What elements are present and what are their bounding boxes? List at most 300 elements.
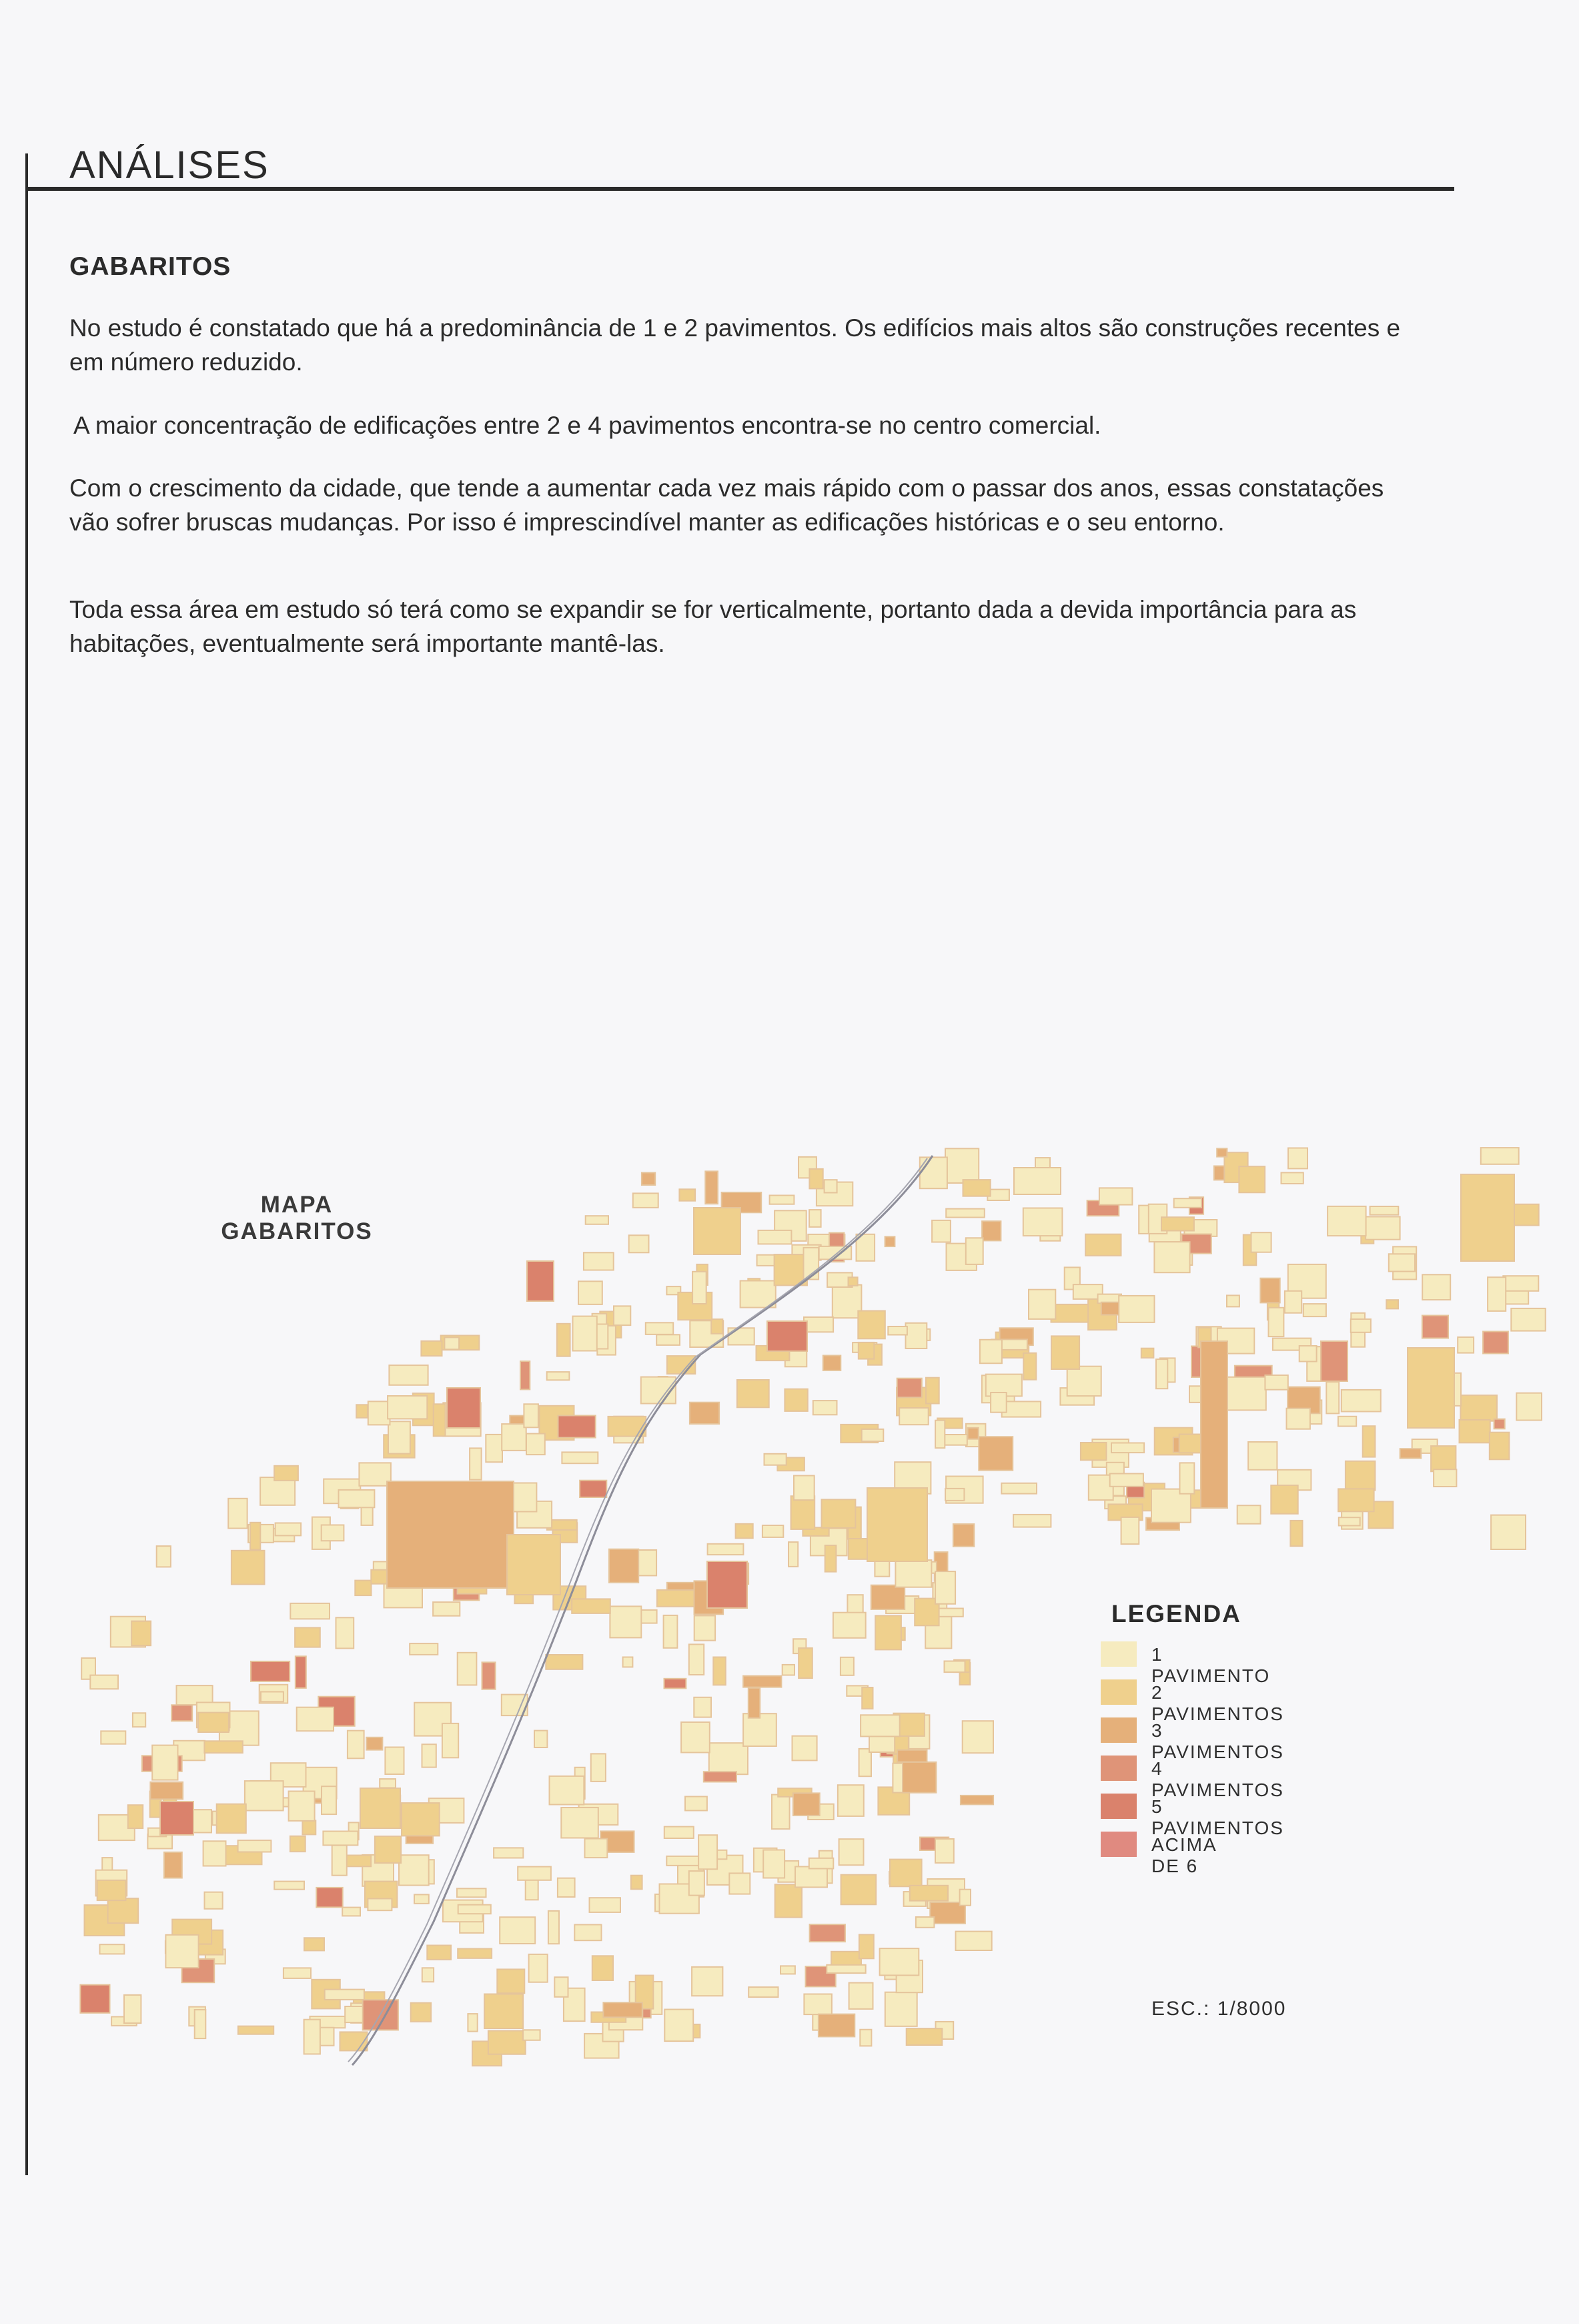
building-footprint [804,1317,833,1332]
building-footprint [1174,1198,1201,1208]
building-footprint [890,1860,922,1887]
building-footprint [527,1261,554,1301]
legend-swatch [1101,1679,1137,1705]
legend-item [1101,1679,1284,1724]
building-footprint [97,1880,126,1900]
building-footprint [1023,1208,1063,1236]
building-footprint [458,1905,491,1914]
building-footprint [1481,1148,1519,1164]
building-footprint [1342,1390,1381,1412]
building-footprint [345,1856,371,1867]
building-footprint [302,1820,316,1834]
building-footprint [198,1713,229,1732]
building-footprint [979,1437,1013,1470]
building-footprint [558,1878,575,1897]
building-footprint [1265,1375,1287,1390]
building-footprint [1085,1234,1121,1256]
building-footprint [355,1581,371,1596]
building-footprint [991,1393,1007,1413]
building-footprint [1217,1148,1227,1156]
legend-items [1101,1641,1284,1876]
building-footprint [342,1908,360,1916]
building-footprint [1227,1295,1239,1306]
building-footprint [80,1985,109,2013]
legend-label: 1 PAVIMENTO [1151,1644,1271,1686]
building-footprint [1239,1166,1265,1192]
building-footprint [387,1481,514,1588]
building-footprint [1461,1174,1514,1261]
building-footprint [664,1827,694,1838]
building-footprint [325,1990,364,2000]
building-footprint [289,1792,315,1821]
building-footprint [1029,1290,1055,1319]
building-footprint [332,1846,347,1876]
building-footprint [880,1948,919,1975]
building-footprint [895,1560,931,1587]
building-footprint [482,1662,496,1689]
building-footprint [512,1483,537,1512]
building-footprint [339,1490,375,1507]
building-footprint [885,1992,917,2026]
building-footprint [838,1785,864,1816]
building-footprint [322,1525,344,1541]
building-footprint [554,1977,568,1997]
building-footprint [748,1987,778,1997]
building-footprint [704,1772,736,1782]
building-footprint [529,1954,548,1982]
building-footprint [1460,1395,1497,1421]
building-footprint [1338,1417,1356,1427]
building-footprint [133,1713,145,1727]
building-footprint [322,1786,336,1814]
building-footprint [434,1404,446,1436]
building-footprint [849,1277,858,1286]
building-footprint [245,1781,284,1810]
legend-item [1101,1756,1284,1800]
building-footprint [580,1481,606,1497]
paragraph-2: A maior concentração de edificações entre 2 e 4 pavimentos encontra-se no centro comercial. [73,412,1101,439]
legend-swatch [1101,1641,1137,1667]
building-footprint [584,1252,614,1270]
building-footprint [1051,1304,1091,1322]
building-footprint [1363,1426,1376,1457]
building-footprint [356,1405,368,1418]
building-footprint [956,1932,992,1950]
building-footprint [932,1220,951,1242]
building-footprint [1110,1474,1143,1487]
building-footprint [1014,1168,1061,1194]
building-footprint [767,1321,807,1351]
building-footprint [131,1621,151,1646]
building-footprint [689,1871,704,1896]
building-footprint [164,1852,182,1878]
legend-label: 4 PAVIMENTOS [1151,1758,1284,1800]
building-footprint [1503,1276,1538,1291]
building-footprint [359,1463,391,1485]
legend-label: 2 PAVIMENTOS [1151,1682,1284,1724]
building-footprint [841,1657,854,1675]
building-footprint [736,1524,753,1539]
building-footprint [348,1731,364,1759]
building-footprint [867,1488,927,1561]
building-footprint [953,1524,974,1547]
building-footprint [690,1403,719,1424]
building-footprint [1389,1254,1415,1271]
building-footprint [963,1721,993,1753]
building-footprint [1338,1489,1374,1511]
building-footprint [276,1523,302,1536]
building-footprint [457,1888,486,1897]
building-footprint [572,1599,610,1613]
building-footprint [664,1615,678,1648]
building-footprint [825,1545,837,1572]
building-footprint [1287,1409,1310,1429]
building-footprint [1285,1291,1301,1313]
building-footprint [497,1969,524,1993]
building-footprint [427,1946,451,1960]
map-title [200,1192,394,1245]
building-footprint [1321,1341,1348,1381]
building-footprint [411,2003,431,2022]
building-footprint [1001,1483,1037,1494]
building-footprint [708,1544,744,1555]
building-footprint [1121,1517,1139,1544]
building-footprint [809,1169,823,1189]
building-footprint [1161,1217,1194,1230]
building-footprint [1251,1232,1271,1252]
building-footprint [1328,1206,1366,1236]
building-footprint [150,1782,183,1800]
building-footprint [871,1585,905,1609]
building-footprint [261,1692,284,1702]
building-footprint [623,1657,633,1667]
legend-item [1101,1641,1271,1686]
building-footprint [1488,1277,1506,1311]
building-footprint [1201,1341,1227,1508]
legend-swatch [1101,1717,1137,1743]
building-footprint [304,1938,324,1950]
building-footprint [238,1840,272,1852]
legend-title: LEGENDA [1111,1600,1241,1627]
legend-swatch [1101,1756,1137,1781]
map-scale: ESC.: 1/8000 [1151,1998,1287,2020]
building-footprint [171,1705,192,1721]
building-footprint [698,1835,717,1869]
building-footprint [100,1944,125,1954]
building-footprint [694,1208,740,1254]
building-footprint [402,1803,440,1836]
building-footprint [707,1561,747,1608]
building-footprint [825,1180,837,1192]
building-footprint [550,1776,584,1805]
building-footprint [795,1867,827,1888]
building-footprint [1511,1308,1545,1331]
building-footprint [827,1965,865,1973]
building-footprint [1260,1278,1279,1303]
building-footprint [770,1196,795,1204]
building-footprint [1386,1300,1398,1308]
building-footprint [888,1326,907,1335]
building-footprint [1214,1166,1224,1180]
building-footprint [1023,1353,1036,1380]
building-footprint [296,1656,306,1688]
building-footprint [421,1341,442,1356]
building-footprint [1281,1172,1303,1184]
building-footprint [916,1917,935,1928]
building-footprint [860,2030,871,2046]
building-footprint [458,1653,477,1685]
building-footprint [859,1934,874,1958]
building-footprint [1346,1461,1375,1491]
building-footprint [610,1606,641,1637]
building-footprint [316,1888,342,1908]
building-footprint [1351,1319,1371,1332]
building-footprint [204,1741,242,1753]
building-footprint [1081,1443,1107,1460]
building-footprint [557,1324,570,1357]
building-footprint [945,1661,965,1673]
building-footprint [804,1994,832,2015]
building-footprint [304,2020,320,2054]
building-footprint [191,1810,211,1832]
legend-swatch [1101,1794,1137,1819]
building-footprint [885,1236,895,1246]
building-footprint [861,1715,900,1736]
building-footprint [1431,1446,1456,1471]
building-footprint [1370,1206,1399,1215]
building-footprint [1180,1463,1195,1493]
map-title-line2: GABARITOS [221,1218,373,1244]
building-footprint [859,1342,875,1359]
building-footprint [633,1193,658,1208]
building-footprint [1269,1308,1284,1336]
building-footprint [447,1388,480,1428]
building-footprint [534,1731,547,1748]
building-footprint [920,1157,947,1188]
building-footprint [810,1924,845,1942]
building-footprint [217,1804,246,1834]
building-footprint [679,1189,695,1200]
building-footprint [743,1676,781,1687]
building-footprint [813,1401,837,1415]
building-footprint [592,1956,613,1980]
building-footprint [484,1994,523,2029]
building-footprint [946,1209,985,1218]
building-footprint [968,1428,979,1439]
building-footprint [737,1380,769,1407]
legend-item [1101,1832,1241,1876]
building-footprint [1067,1367,1101,1396]
building-footprint [585,1839,608,1858]
building-footprint [642,1173,655,1186]
building-footprint [360,1788,400,1828]
building-footprint [666,1856,700,1866]
legend-swatch [1101,1832,1137,1857]
building-footprint [859,1749,871,1776]
building-footprint [90,1675,118,1689]
building-footprint [165,1935,198,1968]
building-footprint [935,1839,954,1863]
building-footprint [1422,1316,1448,1338]
building-footprint [366,1737,382,1750]
building-footprint [458,1949,492,1958]
building-footprint [926,1378,939,1404]
building-footprint [713,1657,726,1685]
building-footprint [128,1805,143,1828]
building-footprint [152,1746,177,1780]
building-footprint [1237,1505,1261,1524]
building-footprint [1248,1442,1277,1470]
legend-item [1101,1794,1284,1838]
building-footprint [124,1995,141,2023]
building-footprint [788,1542,798,1567]
building-footprint [608,1417,646,1437]
building-footprint [689,1644,704,1675]
building-footprint [833,1285,862,1318]
building-footprint [809,1210,821,1227]
building-footprint [494,1848,523,1858]
building-footprint [433,1602,460,1616]
building-footprint [1483,1332,1508,1354]
building-footprint [762,1525,783,1537]
building-footprint [1303,1304,1326,1316]
building-footprint [295,1627,320,1647]
building-footprint [862,1687,873,1709]
building-footprint [1002,1401,1041,1417]
building-footprint [507,1535,560,1595]
building-footprint [1191,1346,1201,1378]
building-footprint [711,1319,722,1334]
building-footprint [442,1723,458,1758]
building-footprint [1460,1420,1490,1443]
building-footprint [963,1180,991,1196]
building-footprint [488,2031,526,2054]
building-footprint [862,1429,884,1441]
building-footprint [791,1496,815,1529]
building-footprint [523,2030,540,2040]
building-footprint [961,1796,993,1805]
building-footprint [664,2010,693,2042]
building-footprint [274,1466,298,1481]
building-footprint [1111,1443,1144,1453]
building-footprint [809,1858,834,1869]
building-footprint [692,1272,706,1304]
building-footprint [784,1389,807,1411]
building-footprint [399,1855,429,1885]
building-footprint [960,1890,971,1906]
building-footprint [368,1899,392,1911]
building-footprint [228,1499,247,1529]
building-footprint [486,1435,502,1462]
building-footprint [1099,1188,1133,1204]
building-footprint [897,1379,922,1398]
building-footprint [502,1424,526,1451]
building-footprint [903,1762,936,1793]
building-footprint [414,1894,429,1904]
building-footprint [656,1334,680,1345]
building-footprint [822,1499,856,1528]
building-footprint [740,1281,776,1308]
building-footprint [290,1603,330,1619]
paragraph-4: Toda essa área em estudo só terá como se expandir se for verticalmente, portanto dada a devida importância para as habitações, eventualmente será importante mantê-las. [69,596,1357,657]
building-footprint [1494,1419,1505,1429]
building-footprint [728,1328,754,1344]
building-footprint [748,1688,760,1718]
building-footprint [858,1311,885,1339]
building-footprint [274,1882,304,1890]
building-footprint [839,1839,864,1865]
building-footprint [375,1836,401,1863]
legend-label: 5 PAVIMENTOS [1151,1796,1284,1838]
building-footprint [1326,1382,1339,1413]
building-footprint [849,1983,873,2009]
building-footprint [1516,1393,1542,1421]
building-footprint [101,1731,125,1744]
building-footprint [603,2002,642,2017]
building-footprint [907,2028,943,2045]
building-footprint [906,1323,927,1348]
building-footprint [203,1841,226,1866]
building-footprint [1299,1346,1317,1362]
building-footprint [782,1665,795,1675]
building-footprint [709,1743,748,1774]
building-footprint [1400,1449,1422,1458]
building-footprint [945,1489,964,1501]
building-footprint [1422,1274,1450,1300]
legend-label: 3 PAVIMENTOS [1151,1720,1284,1762]
building-footprint [875,1615,901,1649]
building-footprint [772,1795,790,1830]
building-footprint [823,1356,841,1371]
building-footprint [758,1230,792,1244]
building-footprint [385,1748,404,1775]
building-footprint [1458,1337,1474,1353]
building-footprint [590,1898,621,1912]
building-footprint [899,1408,929,1425]
building-footprint [705,1171,718,1204]
building-footprint [468,2014,477,2031]
building-footprint [368,1401,390,1425]
building-footprint [238,2026,274,2034]
building-footprint [195,2010,206,2038]
building-footprint [422,1968,434,1982]
building-footprint [841,1875,877,1905]
building-footprint [614,1306,630,1325]
building-footprint [388,1421,410,1453]
building-footprint [869,1735,895,1752]
building-footprint [520,1361,530,1389]
building-footprint [692,1967,722,1996]
building-footprint [763,1850,784,1878]
building-footprint [205,1892,223,1909]
building-footprint [336,1617,354,1648]
building-footprint [380,1779,396,1788]
building-footprint [250,1523,260,1550]
building-footprint [561,1808,598,1838]
building-footprint [910,1886,948,1901]
paragraph-3: Com o crescimento da cidade, que tende a aumentar cada vez mais rápido com o passar dos anos, essas constatações vão sofrer bruscas mudanças. Por isso é imprescindível manter as edificações históricas e o seu entorno. [69,474,1384,536]
building-footprint [524,1404,538,1427]
building-footprint [833,1613,866,1638]
page-title: ANÁLISES [69,143,270,187]
building-footprint [1227,1377,1266,1411]
building-footprint [558,1416,596,1438]
building-footprint [518,1867,551,1880]
building-footprint [1288,1148,1307,1169]
building-footprint [1491,1515,1526,1549]
building-footprint [793,1736,817,1761]
building-footprint [290,1836,306,1852]
